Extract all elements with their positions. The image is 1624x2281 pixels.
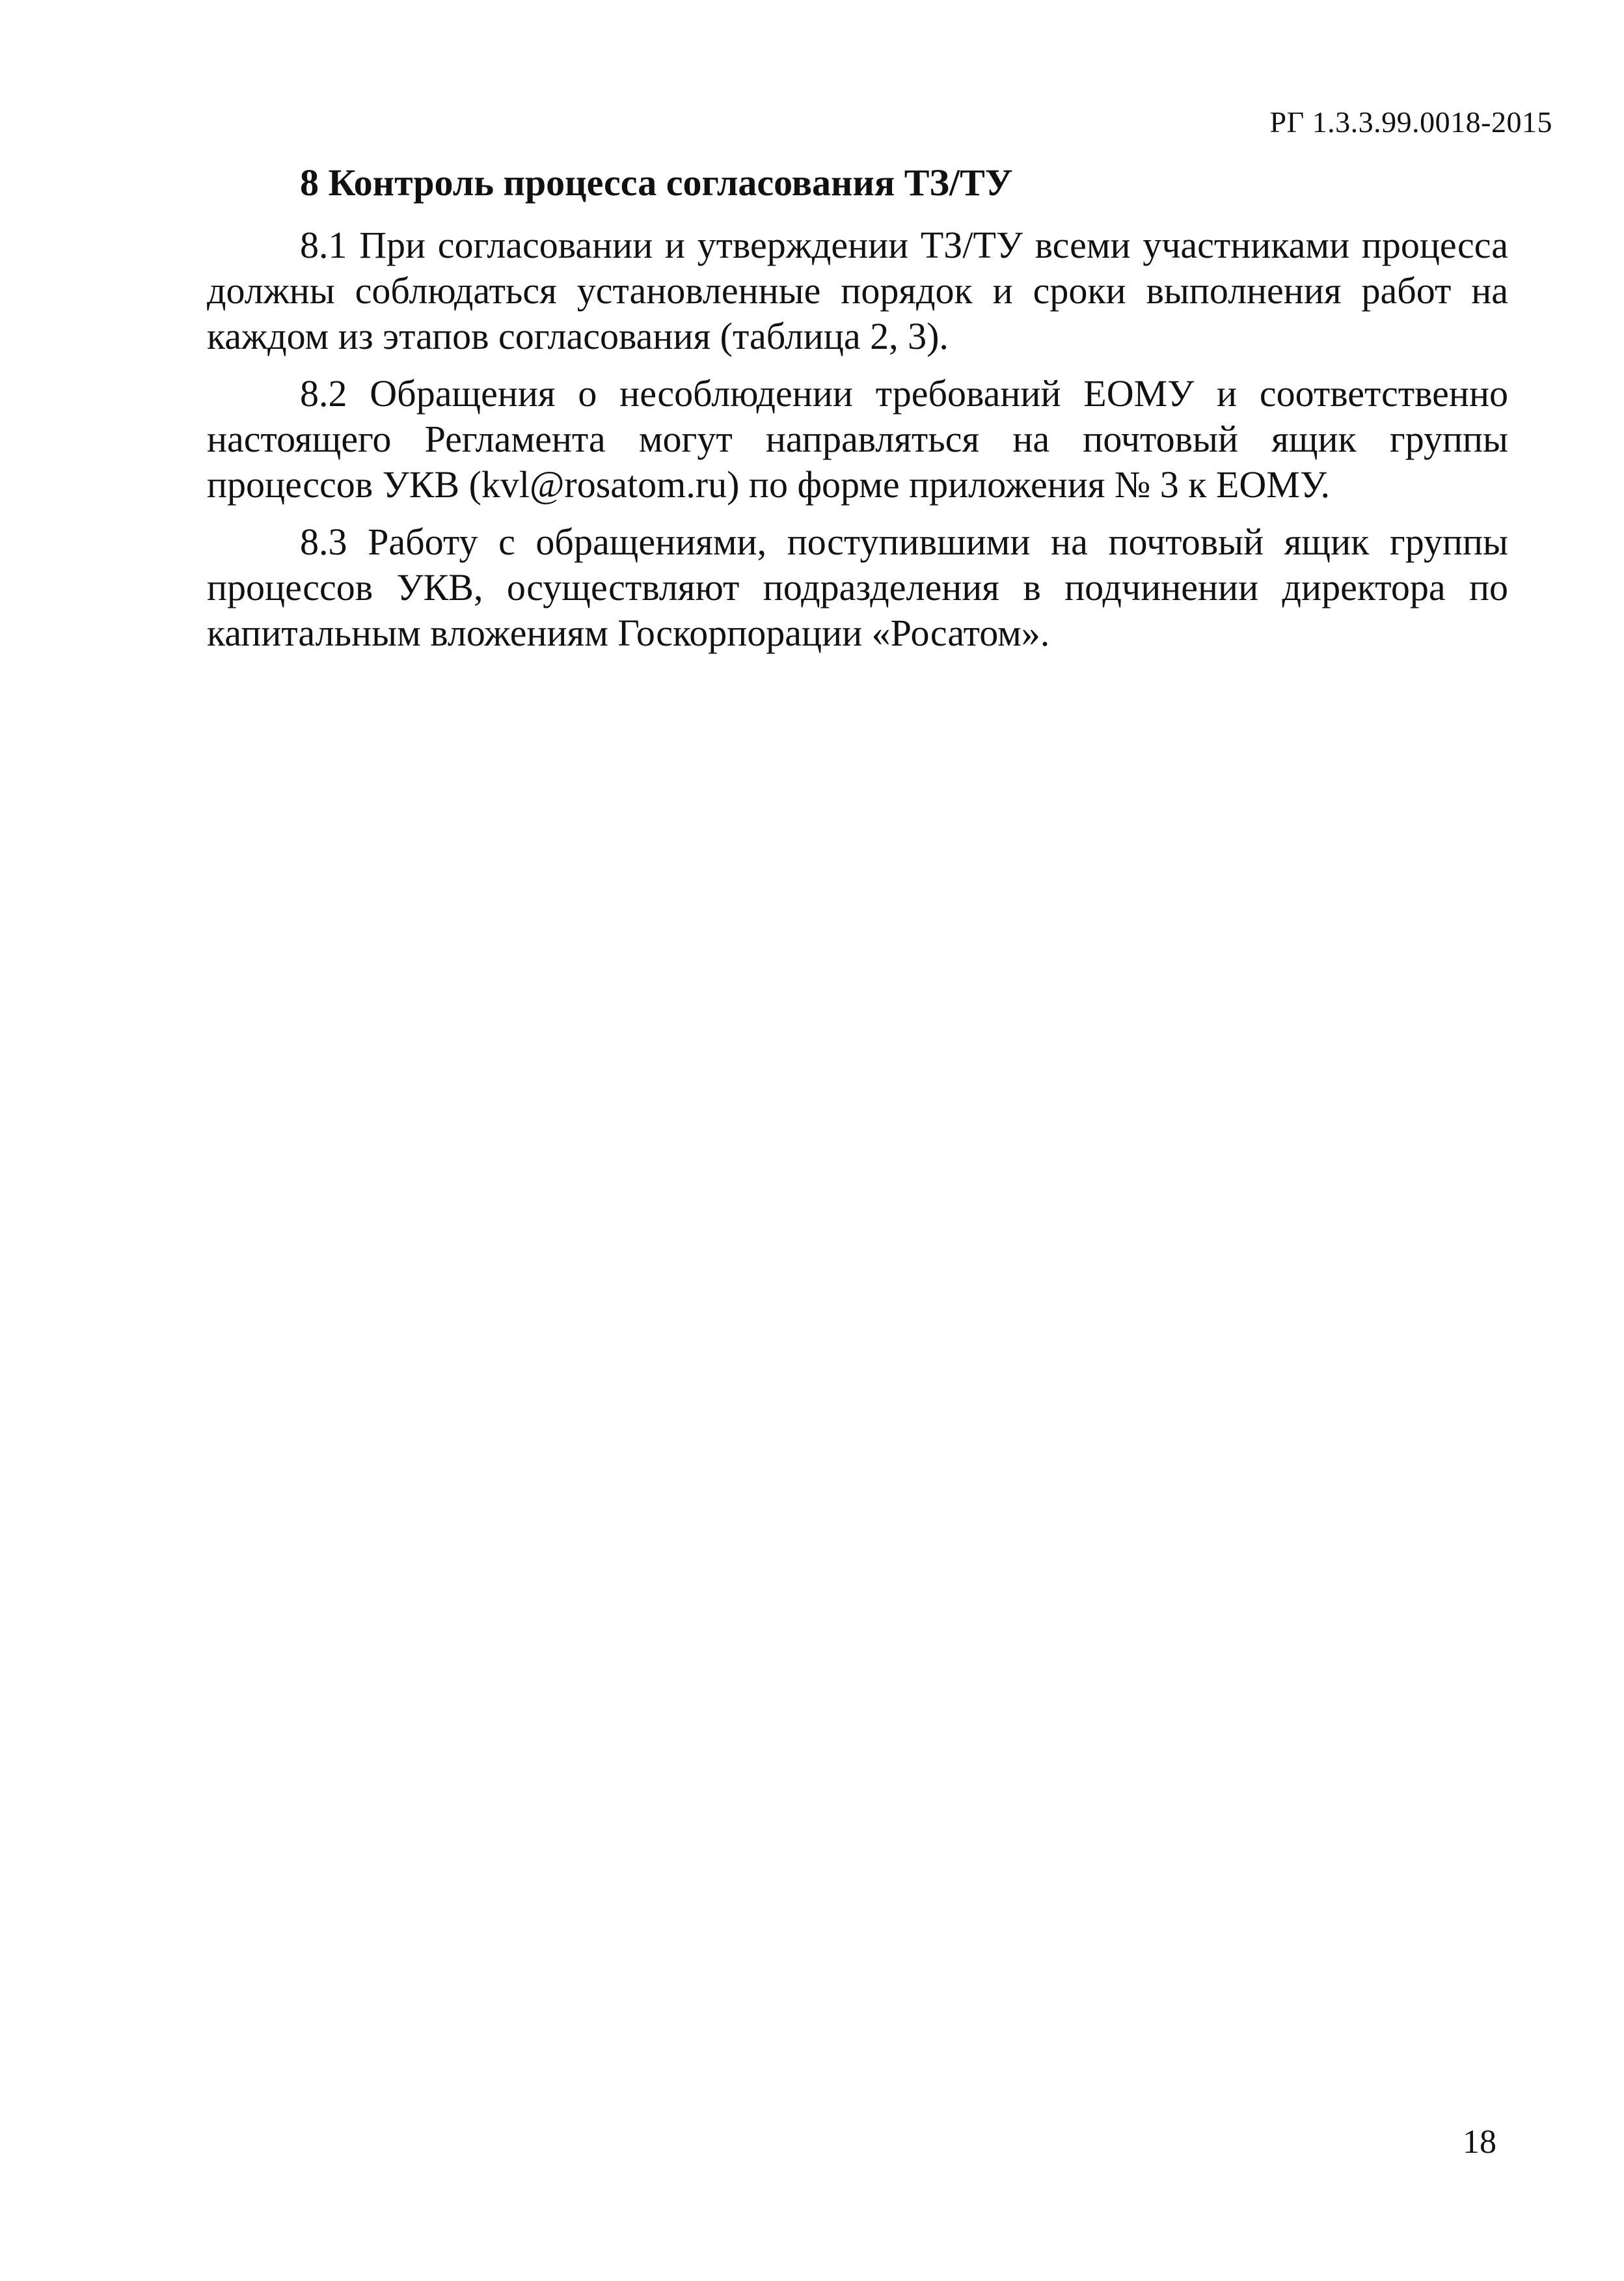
page-number: 18 [1463,2124,1496,2161]
section-content [207,155,1508,656]
paragraph-8-1: 8.1 При согласовании и утверждении ТЗ/ТУ всеми участниками процесса должны соблюдаться установленные порядок и сроки выполнения работ на каждом из этапов согласования (таблица 2, 3). [207,224,1508,357]
section-title: 8 Контроль процесса согласования ТЗ/ТУ [300,161,1013,204]
document-code: РГ 1.3.3.99.0018-2015 [1269,105,1552,139]
paragraph-8-2: 8.2 Обращения о несоблюдении требований ЕОМУ и соответственно настоящего Регламента могут направляться на почтовый ящик группы процессов УКВ (kvl@rosatom.ru) по форме приложения № 3 к ЕОМУ. [207,372,1508,506]
paragraph-8-3: 8.3 Работу с обращениями, поступившими на почтовый ящик группы процессов УКВ, осуществляют подразделения в подчинении директора по капитальным вложениям Госкорпорации «Росатом». [207,521,1508,654]
